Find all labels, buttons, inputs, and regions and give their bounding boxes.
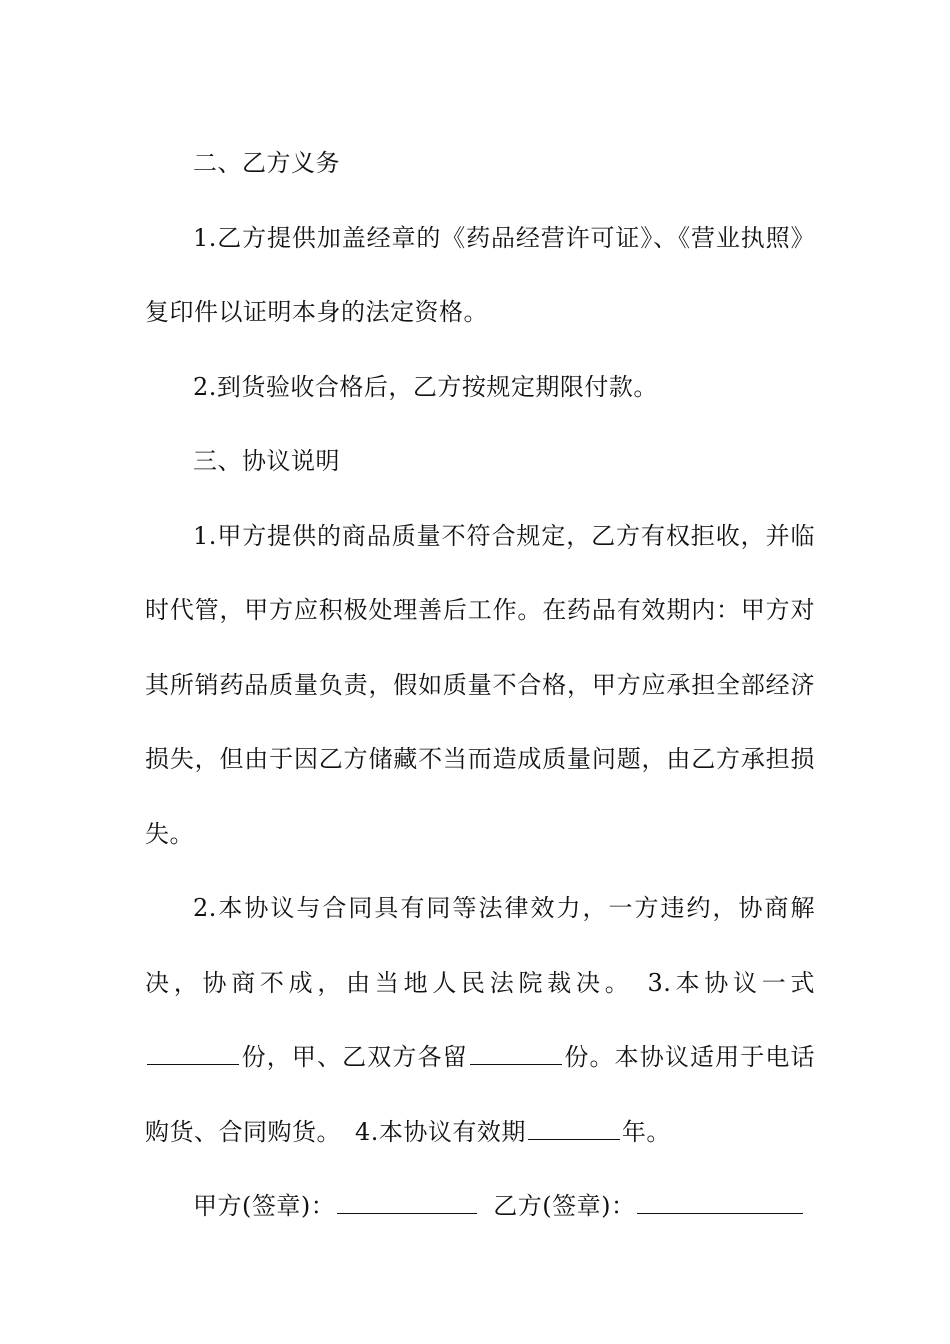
section-heading-obligations: 二、乙方义务 <box>193 149 340 177</box>
document-body <box>145 126 815 1244</box>
agreement-note-3-text-a: 3.本协议一式 <box>647 968 815 997</box>
agreement-note-2-to-4 <box>145 871 815 1169</box>
signature-line <box>145 1169 815 1244</box>
agreement-note-3-text-b: 份，甲、乙双方各留 <box>241 1043 468 1071</box>
party-a-signature-blank <box>337 1193 477 1214</box>
agreement-note-1: 1.甲方提供的商品质量不符合规定，乙方有权拒收，并临时代管，甲方应积极处理善后工作。在药品有效期内：甲方对其所销药品质量负责，假如质量不合格，甲方应承担全部经济损失，但由于因乙方储藏不当而造成质量问题，由乙方承担损失。 <box>145 521 815 848</box>
obligation-item-1: 1.乙方提供加盖经章的《药品经营许可证》、《营业执照》复印件以证明本身的法定资格。 <box>145 223 815 326</box>
party-a-signature-label: 甲方(签章)： <box>193 1192 336 1220</box>
obligation-item-2: 2.到货验收合格后，乙方按规定期限付款。 <box>193 372 658 401</box>
validity-years-blank <box>528 1119 620 1140</box>
agreement-note-4-text-a: 4.本协议有效期 <box>355 1117 526 1146</box>
party-b-signature-label: 乙方(签章)： <box>493 1192 636 1220</box>
agreement-note-2-text: 2.本协议与合同具有同等法律效力，一方违约，协商解决，协商不成，由当地人民法院裁决。 <box>145 894 815 997</box>
section-heading-agreement-notes: 三、协议说明 <box>193 447 340 475</box>
copies-each-blank <box>470 1044 562 1065</box>
agreement-note-4-text-b: 年。 <box>621 1117 671 1146</box>
party-b-signature-blank <box>637 1193 803 1214</box>
agreement-note-3-text-c: 份。本协议适用于电话购货、合同购货。 <box>145 1043 815 1146</box>
copies-total-blank <box>147 1044 239 1065</box>
